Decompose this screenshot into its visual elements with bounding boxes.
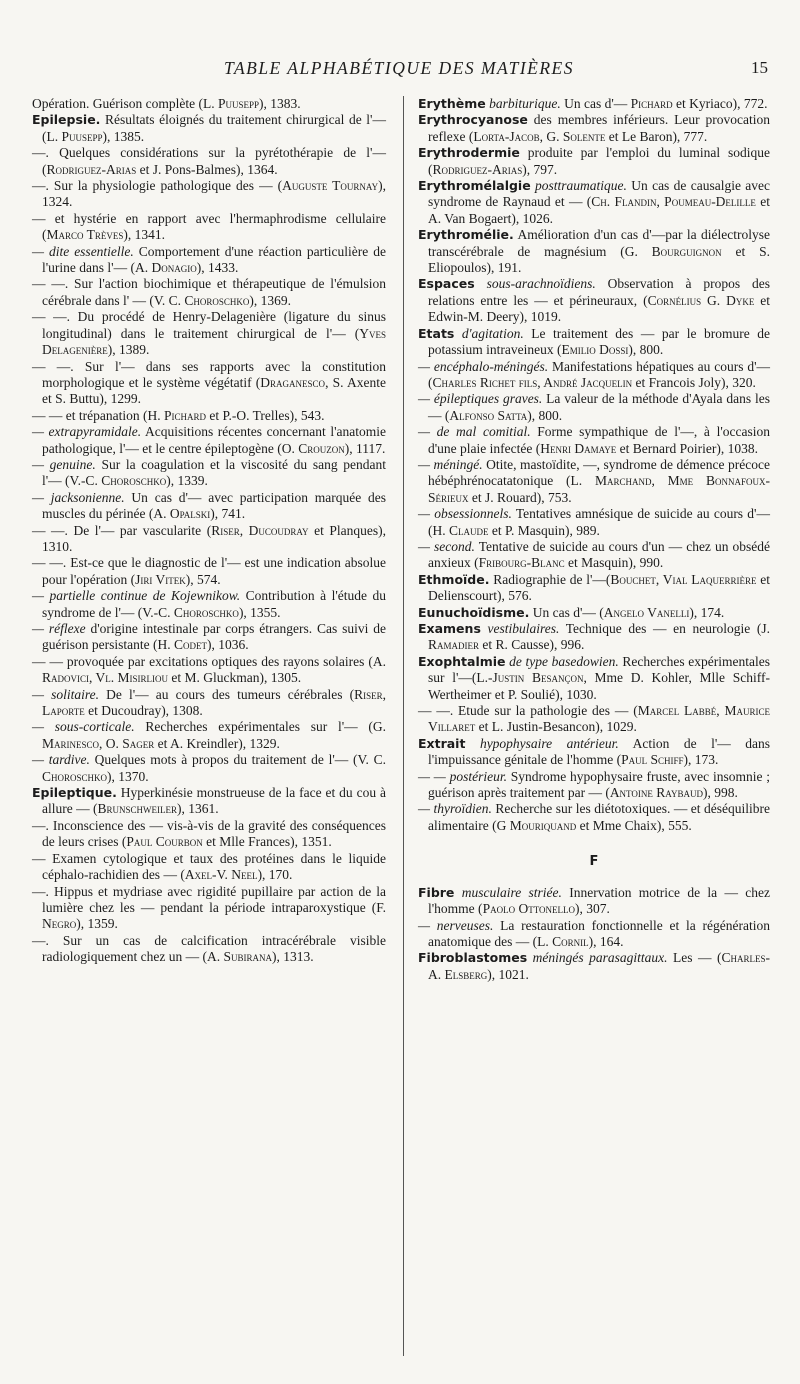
index-entry (418, 145, 770, 178)
entry-text: — —. Sur l'— dans ses rapports avec la constitution morphologique et le système végétatif ( (32, 358, 386, 390)
index-entry (418, 918, 770, 951)
entry-text: Un cas d'— (560, 96, 631, 111)
entry-heading: Exophtalmie (418, 653, 506, 669)
entry-text: et Le Baron), 777. (605, 128, 708, 144)
entry-subheading: méningés parasagittaux. (527, 950, 668, 966)
entry-text: Otite, mastoïdite, —, syndrome de démence précoce hébéphrénocatatonique ( (428, 456, 770, 489)
entry-text: Opération. Guérison complète (L. (32, 96, 218, 111)
entry-text: et Francois Joly), 320. (632, 374, 756, 390)
right-entries (418, 96, 770, 834)
entry-text: — et hystérie en rapport avec l'hermaphrodisme cellulaire ( (32, 210, 386, 243)
entry-text: Le traitement des — par le bromure de potassium intraveineux ( (428, 325, 771, 358)
entry-text: Observation à propos des relations entre les — et périneuraux, ( (428, 276, 770, 308)
index-entry (32, 621, 386, 654)
entry-text: , S. Axente et S. Buttu), 1299. (42, 374, 387, 407)
entry-text: ), 1389. (107, 342, 150, 358)
entry-text: Comportement d'une réaction particulière de l'urine dans l'— (A. (42, 243, 386, 276)
index-entry (32, 145, 386, 178)
entry-authors: Riser, Ducoudray (211, 522, 309, 538)
entry-authors: Cornil (552, 933, 589, 949)
index-entry (32, 112, 386, 145)
entry-heading: Erythromélalgie (418, 178, 531, 194)
index-entry (418, 457, 770, 506)
entry-subheading: d'agitation. (454, 325, 524, 341)
entry-text: ), 1433. (196, 260, 239, 276)
entry-authors: Ramadier (428, 637, 480, 653)
entry-subheading: hypophysaire antérieur. (465, 735, 619, 751)
entry-text: Tentative de suicide au cours d'un — chez un obsédé anxieux ( (428, 538, 770, 571)
index-entry (32, 719, 386, 752)
entry-text: et A. Kreindler), 1329. (154, 735, 280, 751)
entry-subheading: — dite essentielle. (32, 243, 134, 259)
entry-subheading: — épileptiques graves. (418, 391, 543, 407)
entry-text: — —. De l'— par vascularite ( (32, 522, 212, 538)
entry-heading: Epileptique. (32, 785, 117, 801)
entry-text: produite par l'emploi du luminal sodique ( (428, 145, 770, 177)
index-entry (32, 276, 386, 309)
index-entry (32, 523, 386, 556)
index-entry (32, 211, 386, 244)
entry-text: ), 170. (257, 867, 293, 883)
entry-subheading: — second. (418, 538, 475, 554)
entry-text: ), 1385. (102, 128, 145, 144)
entry-authors: Antoine Raybaud (609, 785, 703, 801)
entry-heading: Erythrocyanose (418, 112, 528, 128)
entry-authors: Brunschweiler (97, 801, 177, 817)
entry-heading: Fibre (418, 884, 455, 900)
entry-text: et Masquin), 990. (564, 555, 664, 571)
entry-authors: Draganesco (260, 374, 326, 390)
index-entry (32, 818, 386, 851)
index-entry (32, 785, 386, 818)
entry-text: —. Quelques considérations sur la pyrétothérapie de l'— ( (32, 145, 386, 177)
entry-text: d'origine intestinale par corps étrangers. Cas suivi de guérison persistante (H. (42, 621, 386, 653)
entry-text: et Kyriaco), 772. (672, 96, 768, 111)
left-column (32, 96, 388, 1356)
entry-subheading: sous-arachnoïdiens. (474, 276, 596, 292)
index-entry (32, 851, 386, 884)
entry-subheading: — de mal comitial. (418, 424, 531, 440)
entry-heading: Erythrodermie (418, 145, 520, 161)
entry-authors: Pichard (630, 96, 673, 111)
entry-text: Forme sympathique de l'—, à l'occasion d'une plaie infectée ( (428, 424, 770, 456)
index-entry (418, 769, 770, 802)
entry-heading: Epilepsie. (32, 112, 101, 128)
entry-text: et Bernard Poirier), 1038. (616, 440, 759, 456)
entry-text: Contribution à l'étude du syndrome de l'— (V.-C. (42, 588, 386, 620)
entry-authors: Paul Schiff (621, 752, 684, 768)
page-header (30, 58, 768, 86)
index-entry (418, 391, 770, 424)
entry-text: Un cas de causalgie avec syndrome de Raynaud et — ( (428, 178, 770, 210)
entry-text: —. Sur la physiologie pathologique des — ( (32, 178, 283, 194)
index-entry (418, 424, 770, 457)
entry-text: ), 1036. (206, 637, 249, 653)
index-columns (32, 96, 770, 1356)
index-entry (418, 621, 770, 654)
entry-text: Un cas d'— avec participation marquée des muscles du périnée (A. (42, 489, 386, 522)
entry-text: et Mme Chaix), 555. (576, 817, 692, 833)
entry-text: ), 1383. (258, 96, 301, 111)
entry-text: Recherches expérimentales sur l'—( (428, 653, 770, 686)
entry-heading: Ethmoïde. (418, 571, 490, 587)
entry-text: ), 800. (527, 407, 563, 423)
entry-authors: Emilio Dossi (561, 342, 629, 358)
entry-text: — — provoquée par excitations optiques des rayons solaires (A. (32, 653, 386, 669)
entry-authors: Riser, Laporte (42, 686, 386, 719)
entry-subheading: — thyroïdien. (418, 801, 492, 817)
entry-text: et Delienscourt), 576. (428, 571, 770, 604)
entry-subheading: vestibulaires. (480, 621, 560, 636)
entry-text: La valeur de la méthode d'Ayala dans les — ( (428, 391, 770, 423)
index-entry (418, 276, 770, 325)
index-entry (418, 112, 770, 145)
entry-authors: Opalski (169, 506, 211, 522)
entry-text: ), 164. (588, 933, 624, 949)
entry-text: —. Hippus et mydriase avec rigidité pupillaire par action de la lumière chez les — pendant la période intraparoxystique (F. (32, 883, 386, 915)
entry-text: ), 1313. (271, 949, 314, 965)
entry-heading: Etats (418, 325, 455, 341)
index-entry (418, 539, 770, 572)
entry-heading: Examens (418, 621, 481, 636)
entry-authors: Alfonso Satta (449, 407, 528, 423)
index-entry (32, 490, 386, 523)
index-entry (418, 885, 770, 918)
entry-authors: Claude (449, 522, 489, 538)
entry-authors: Angelo Vanelli (603, 604, 690, 620)
entry-subheading: barbiturique. (485, 96, 561, 111)
entry-authors: Radovici, Vl. Misirliou (42, 670, 169, 686)
entry-text: et J. Pons-Balmes), 1364. (136, 161, 278, 177)
entry-text: ), 1370. (107, 768, 149, 784)
entry-subheading: — jacksonienne. (32, 489, 125, 505)
index-entry (32, 654, 386, 687)
entry-text: ), 1339. (166, 473, 208, 489)
index-entry (418, 801, 770, 834)
entry-authors: L.-Justin Besançon (476, 670, 584, 686)
entry-text: ), 1021. (487, 966, 529, 982)
entry-subheading: — sous-corticale. (32, 719, 135, 735)
index-entry (32, 933, 386, 966)
entry-subheading: posttraumatique. (530, 178, 627, 194)
entry-subheading: — réflexe (32, 621, 86, 636)
entry-text: Les — ( (667, 950, 722, 966)
index-entry (32, 244, 386, 277)
entry-text: Action de l'— dans l'impuissance génitale de l'homme ( (428, 735, 771, 768)
index-entry (418, 178, 770, 227)
entry-authors: Lorta-Jacob, G. Solente (473, 128, 606, 144)
entry-authors: Bourguignon (651, 243, 722, 259)
entry-text: Un cas d'— ( (529, 604, 604, 620)
entry-authors: Paul Courbon (126, 834, 203, 850)
index-entry (32, 588, 386, 621)
index-entry (418, 654, 770, 703)
entry-authors: Puusepp (217, 96, 259, 111)
entry-authors: Pichard (163, 407, 206, 423)
entry-text: des membres inférieurs. Leur provocation reflexe ( (428, 112, 770, 144)
index-entry (32, 752, 386, 785)
entry-text: ), 1361. (177, 801, 219, 817)
entry-text: et J. Rouard), 753. (468, 489, 572, 505)
entry-authors: Marco Trèves (46, 227, 124, 243)
entry-authors: Negro (42, 916, 77, 932)
entry-text: — — et trépanation (H. (32, 407, 164, 423)
entry-text: Acquisitions récentes concernant l'anatomie pathologique, l'— et le centre épileptogène (O. (42, 424, 386, 456)
entry-text: ), 574. (185, 571, 221, 587)
entry-authors: Yves Delagenière (42, 325, 386, 358)
entry-authors: Crouzon (298, 440, 345, 456)
running-title: TABLE ALPHABÉTIQUE DES MATIÈRES (224, 58, 574, 78)
entry-text: Recherches expérimentales sur l'— (G. (134, 719, 386, 735)
entry-text: Technique des — en neurologie (J. (559, 621, 770, 636)
index-entry (32, 687, 386, 720)
index-entry (32, 424, 386, 457)
entry-text: et S. Eliopoulos), 191. (428, 243, 770, 276)
entry-text: ), 998. (702, 785, 738, 801)
entry-text: ), 1324. (42, 178, 386, 210)
entry-text: et Ducoudray), 1308. (84, 703, 203, 719)
index-entry (418, 703, 770, 736)
entry-text: et R. Causse), 996. (479, 637, 585, 653)
entry-authors: Henri Damaye (540, 440, 617, 456)
entry-authors: Donagio (151, 260, 197, 276)
entry-text: Quelques mots à propos du traitement de l'— (V. C. (89, 752, 386, 768)
entry-authors: Paolo Ottonello (482, 901, 576, 917)
entry-authors: Choroschko (101, 473, 167, 489)
entry-heading: Erythromélie. (418, 227, 514, 243)
entry-heading: Espaces (418, 276, 475, 292)
entry-text: Syndrome hypophysaire fruste, avec insomnie ; guérison après traitement par — ( (428, 768, 770, 801)
entry-text: Hyperkinésie monstrueuse de la face et du cou à allure — ( (42, 785, 386, 817)
entry-text: ), 797. (522, 161, 558, 177)
entry-heading: Extrait (418, 735, 466, 751)
section-letter: F (589, 854, 599, 870)
entry-text: — —. Est-ce que le diagnostic de l'— est une indication absolue pour l'opération ( (32, 555, 386, 587)
entry-subheading: — nerveuses. (418, 917, 494, 933)
entry-text: —. Inconscience des — vis-à-vis de la gravité des conséquences de leurs crises ( (32, 817, 386, 850)
entry-text: et L. Justin-Besancon), 1029. (475, 719, 637, 735)
entry-text: — —. Etude sur la pathologie des — ( (418, 703, 638, 719)
entry-text: et Mlle Frances), 1351. (202, 834, 332, 850)
entry-text: Tentatives amnésique de suicide au cours d'— (H. (428, 506, 770, 538)
entry-authors: Choroschko (42, 768, 108, 784)
entry-text: ), 1369. (249, 292, 292, 308)
entry-text: De l'— au cours des tumeurs cérébrales ( (99, 686, 355, 702)
entry-heading: Erythème (418, 96, 486, 111)
entry-text: , Mme D. Kohler, Mlle Schiff-Wertheimer et P. Soulié), 1030. (428, 670, 770, 702)
index-entry (418, 326, 770, 359)
entry-text: Sur la coagulation et la viscosité du sang pendant l'— (V.-C. (42, 456, 386, 489)
index-entry (32, 408, 386, 424)
entry-text: Recherche sur les diétotoxiques. — et déséquilibre alimentaire (G (428, 801, 770, 833)
entry-text: — —. Sur l'action biochimique et thérapeutique de l'émulsion cérébrale dans l' — (V. C. (32, 276, 386, 308)
entry-text: ), 173. (683, 752, 719, 768)
entry-subheading: musculaire striée. (454, 884, 562, 900)
index-entry (32, 309, 386, 358)
entry-text: ), 1341. (123, 227, 166, 243)
entry-subheading: — encéphalo-méningés. (418, 358, 549, 374)
entry-authors: Codet (173, 637, 207, 653)
index-entry (32, 555, 386, 588)
right-column (403, 96, 770, 1356)
right-f-entries (418, 885, 770, 983)
index-entry (32, 96, 386, 112)
entry-text: et M. Gluckman), 1305. (168, 670, 302, 686)
entry-text: Résultats éloignés du traitement chirurgical de l'— (L. (42, 112, 386, 144)
entry-authors: Mouriquand (509, 817, 577, 833)
entry-text: et Edwin-M. Deery), 1019. (428, 292, 771, 325)
entry-heading: Fibroblastomes (418, 950, 528, 966)
index-entry (418, 950, 770, 983)
entry-subheading: — solitaire. (32, 686, 100, 702)
entry-authors: Puusepp (61, 128, 103, 144)
index-entry (418, 736, 770, 769)
entry-subheading: — extrapyramidale. (32, 424, 142, 440)
entry-authors: Choroschko (173, 604, 239, 620)
index-entry (32, 359, 386, 408)
index-entry (418, 96, 770, 112)
entry-authors: Auguste Tournay (282, 178, 379, 194)
entry-text: —. Sur un cas de calcification intracérébrale visible radiologiquement chez un — (A. (32, 932, 386, 965)
entry-text: ), 174. (689, 604, 725, 620)
index-entry (418, 605, 770, 621)
entry-subheading: de type basedowien. (505, 653, 619, 669)
entry-subheading: — — postérieur. (418, 768, 507, 784)
entry-authors: L. Marchand, Mme Bonnafoux-Sérieux (428, 473, 770, 505)
page-number: 15 (751, 58, 768, 77)
index-entry (418, 506, 770, 539)
entry-authors: Rodriguez-Arias (432, 161, 523, 177)
index-entry (32, 884, 386, 933)
entry-subheading: — méningé. (418, 456, 483, 472)
entry-text: Manifestations hépatiques au cours d'— ( (428, 358, 770, 390)
entry-authors: Axel-V. Neel (184, 867, 258, 883)
entry-authors: Marcel Labbé, Maurice Villaret (428, 703, 770, 735)
entry-authors: Choroschko (184, 292, 250, 308)
entry-subheading: — tardive. (32, 752, 90, 768)
entry-authors: Charles Richet fils, André Jacquelin (432, 374, 633, 390)
entry-authors: Subirana (223, 949, 272, 965)
index-entry (418, 227, 770, 276)
entry-heading: Eunuchoïdisme. (418, 604, 530, 620)
index-entry (32, 178, 386, 211)
entry-text: et A. Van Bogaert), 1026. (428, 194, 770, 226)
entry-authors: Marinesco, O. Sager (42, 735, 155, 751)
entry-authors: Rodriguez-Arias (46, 161, 137, 177)
entry-text: Amélioration d'un cas d'—par la diélectrolyse transcérébrale de magnésium (G. (428, 227, 770, 259)
entry-authors: Fribourg-Blanc (478, 555, 565, 571)
entry-text: ), 1355. (238, 604, 281, 620)
entry-text: — —. Du procédé de Henry-Delagenière (ligature du sinus longitudinal) dans le traitement chirurgical de l'— ( (32, 309, 386, 341)
entry-text: ), 1117. (344, 440, 386, 456)
entry-subheading: — genuine. (32, 456, 96, 472)
entry-subheading: — partielle continue de Kojewnikow. (32, 588, 241, 604)
entry-text: Radiographie de l'—( (489, 571, 611, 587)
index-entry (418, 359, 770, 392)
entry-text: ), 1359. (76, 916, 118, 932)
entry-authors: Cornélius G. Dyke (647, 292, 755, 308)
entry-authors: Charles-A. Elsberg (428, 950, 770, 982)
entry-subheading: — obsessionnels. (418, 506, 512, 522)
entry-text: ), 307. (575, 901, 610, 917)
entry-text: ), 741. (210, 506, 246, 522)
entry-text: La restauration fonctionnelle et la régénération anatomique des — (L. (428, 917, 770, 949)
entry-text: Innervation motrice de la — chez l'homme ( (428, 884, 771, 917)
index-entry (418, 572, 770, 605)
entry-text: et P.-O. Trelles), 543. (205, 407, 325, 423)
entry-text: — Examen cytologique et taux des protéines dans le liquide céphalo-rachidien des — ( (32, 850, 386, 883)
entry-text: et Planques), 1310. (42, 522, 386, 554)
entry-text: et P. Masquin), 989. (488, 522, 600, 538)
entry-authors: Bouchet, Vial Laquerrière (610, 571, 757, 587)
entry-authors: Ch. Flandin, Poumeau-Delille (591, 194, 756, 210)
entry-text: ), 800. (628, 342, 664, 358)
index-entry (32, 457, 386, 490)
entry-authors: Jiri Vitek (135, 571, 186, 587)
